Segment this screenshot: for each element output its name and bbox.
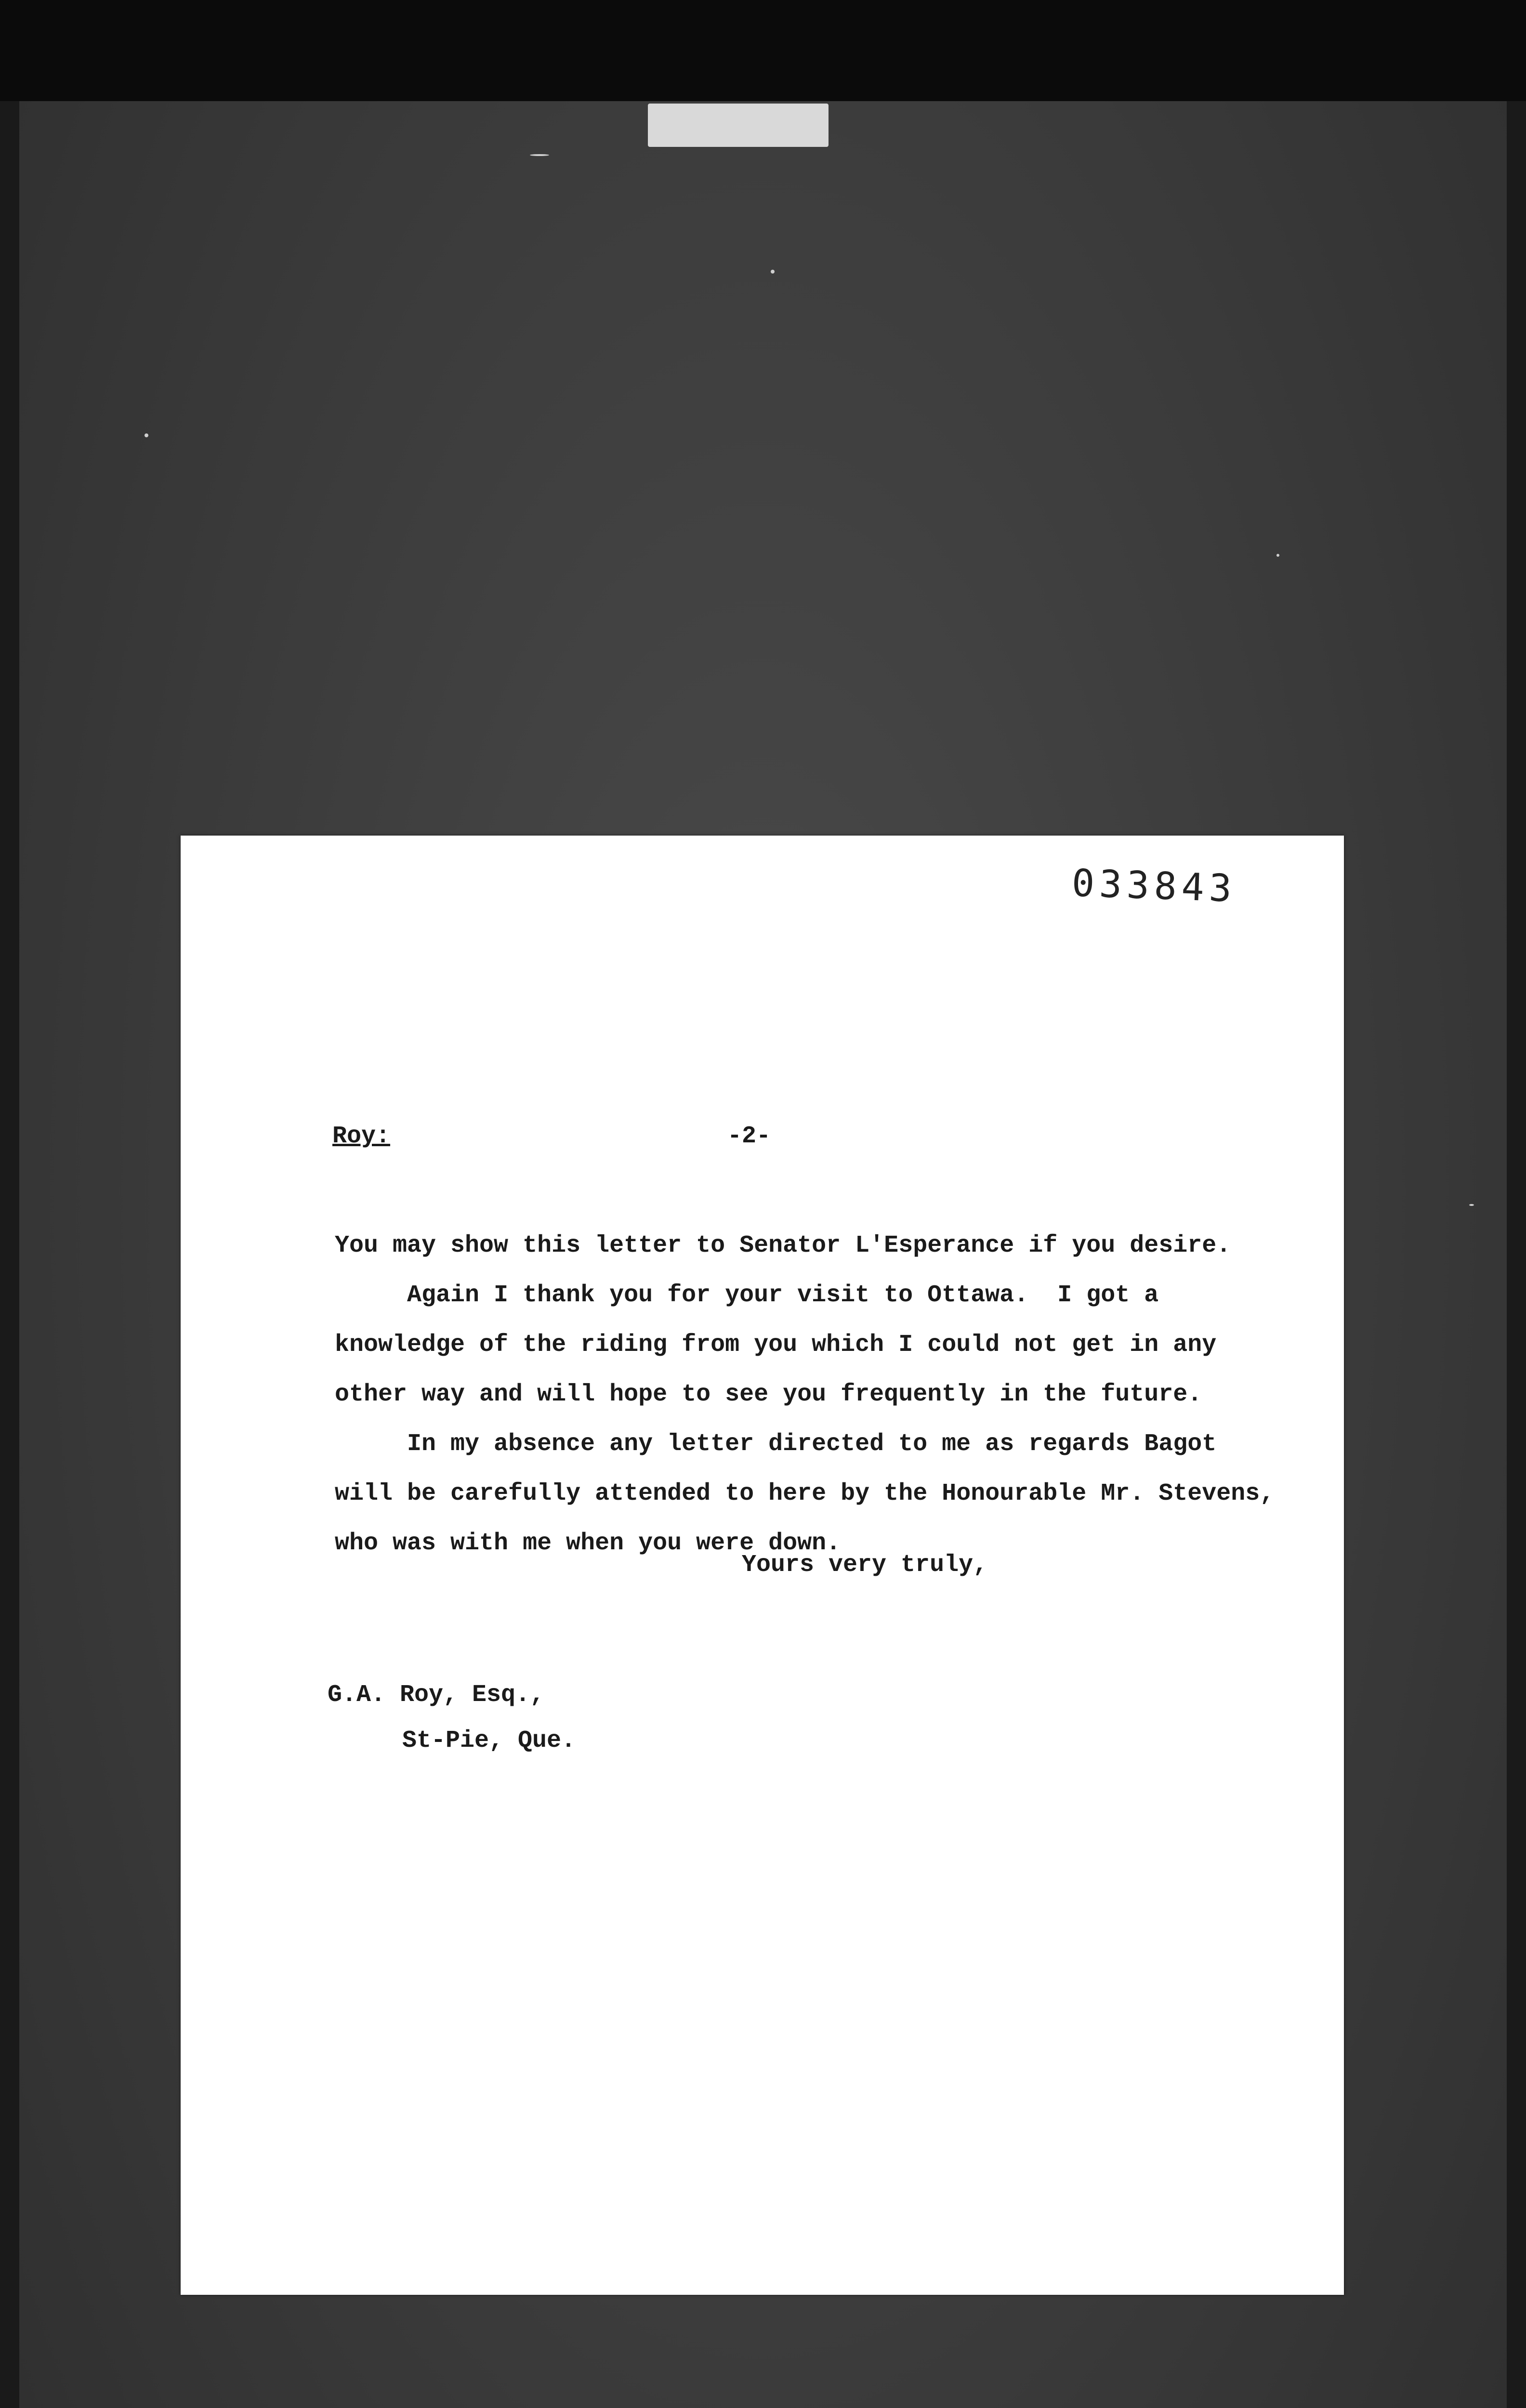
mount-top-tab: [648, 104, 829, 147]
page-number: -2-: [727, 1123, 771, 1150]
document-number: 033843: [1071, 862, 1237, 911]
body-line: will be carefully attended to here by the Honourable Mr. Stevens,: [335, 1480, 1275, 1507]
letter-body: [335, 1221, 1337, 1568]
dust-speck: [1469, 1204, 1474, 1206]
letter-header-name: Roy:: [332, 1123, 391, 1150]
recipient-name: G.A. Roy, Esq.,: [328, 1681, 545, 1709]
dust-speck: [145, 433, 148, 437]
letter-closing: Yours very truly,: [742, 1551, 988, 1579]
dust-speck: [530, 154, 549, 156]
frame-edge-left: [0, 101, 19, 2408]
dust-speck: [771, 270, 775, 274]
body-line: other way and will hope to see you frequently in the future.: [335, 1381, 1202, 1408]
body-line: who was with me when you were down.: [335, 1530, 841, 1557]
body-line: You may show this letter to Senator L'Esperance if you desire.: [335, 1232, 1231, 1259]
body-line: Again I thank you for your visit to Ottawa. I got a: [407, 1282, 1159, 1309]
letter-page: [181, 836, 1344, 2295]
body-line: knowledge of the riding from you which I could not get in any: [335, 1331, 1217, 1359]
recipient-place: St-Pie, Que.: [402, 1727, 576, 1754]
frame-edge-right: [1507, 101, 1526, 2408]
body-line: In my absence any letter directed to me as regards Bagot: [407, 1430, 1217, 1458]
dust-speck: [1276, 554, 1279, 557]
